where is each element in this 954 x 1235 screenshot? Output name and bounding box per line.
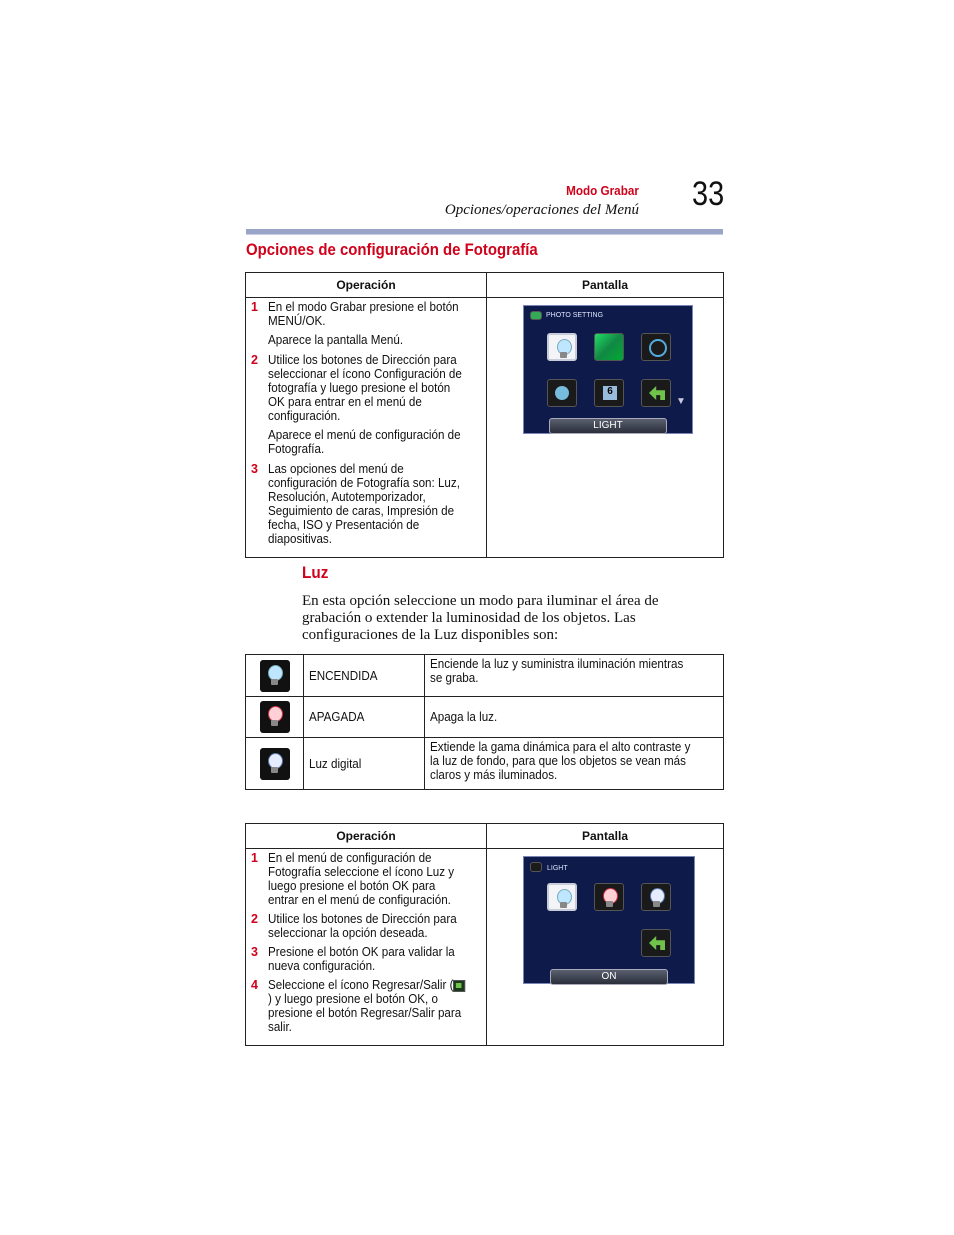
- section-heading: Opciones de configuración de Fotografía: [246, 240, 538, 259]
- running-header-subsection: Opciones/operaciones del Menú: [444, 202, 639, 218]
- screen-cell: [487, 298, 724, 558]
- light-options-table: [245, 654, 724, 790]
- step-item: [251, 851, 482, 907]
- digital-light-option-icon: [641, 883, 671, 911]
- face-tracking-icon: [547, 379, 577, 407]
- page-number: 33: [692, 175, 725, 213]
- column-header-operation: Operación: [246, 824, 487, 849]
- selected-option-bar: ON: [550, 969, 668, 985]
- step-number: 3: [251, 945, 258, 959]
- light-off-option-icon: [594, 883, 624, 911]
- step-number: 3: [251, 462, 258, 476]
- light-setting-screen: [523, 856, 695, 984]
- light-on-icon: [260, 660, 290, 692]
- iso-number: 6: [603, 386, 617, 400]
- light-on-option-icon: [547, 883, 577, 911]
- option-description: Enciende la luz y suministra iluminación mientras se graba.: [425, 655, 724, 697]
- light-off-icon: [260, 701, 290, 733]
- step-item: [251, 300, 482, 328]
- luz-heading: Luz: [302, 563, 329, 582]
- step-item: [251, 462, 482, 546]
- return-icon: [641, 379, 671, 407]
- selected-option-bar: LIGHT: [549, 418, 667, 434]
- step-number: 4: [251, 978, 258, 992]
- digital-light-icon: [260, 748, 290, 780]
- icon-cell: [246, 697, 304, 738]
- step-note: Aparece la pantalla Menú.: [268, 333, 404, 347]
- icon-cell: [246, 738, 304, 790]
- step-text: Seleccione el ícono Regresar/Salir () y luego presione el botón OK, o presione el botón Regresar/Salir para salir.: [268, 978, 467, 1034]
- column-header-screen: Pantalla: [487, 824, 724, 849]
- step-text: Las opciones del menú de configuración de Fotografía son: Luz, Resolución, Autotemporizador, Seguimiento de caras, Impresión de fecha, ISO y Presentación de diapositivas.: [268, 462, 460, 546]
- step-text: En el modo Grabar presione el botón MENÚ/OK.: [268, 300, 459, 328]
- table-row: [246, 697, 724, 738]
- option-name: Luz digital: [304, 738, 425, 790]
- light-icon: [547, 333, 577, 361]
- table-row: [246, 738, 724, 790]
- option-name: APAGADA: [304, 697, 425, 738]
- light-settings-table: [245, 823, 724, 1046]
- step-number: 2: [251, 912, 258, 926]
- step-text: Utilice los botones de Dirección para seleccionar la opción deseada.: [268, 912, 457, 940]
- operation-steps: [246, 849, 487, 1046]
- step-text: Presione el botón OK para validar la nueva configuración.: [268, 945, 455, 973]
- screen-title: PHOTO SETTING: [546, 312, 604, 319]
- table-row: [246, 655, 724, 697]
- option-description: Apaga la luz.: [425, 697, 724, 738]
- icon-cell: [246, 655, 304, 697]
- column-header-screen: Pantalla: [487, 273, 724, 298]
- step-item: [251, 353, 482, 423]
- return-inline-icon: [453, 980, 465, 992]
- photo-settings-table: [245, 272, 724, 558]
- screen-cell: [487, 849, 724, 1046]
- step-text: Utilice los botones de Dirección para seleccionar el ícono Configuración de fotografía y luego presione el botón OK para entrar en el menú de configuración.: [268, 353, 462, 423]
- column-header-operation: Operación: [246, 273, 487, 298]
- screen-title: LIGHT: [547, 865, 568, 872]
- step-item: [251, 945, 482, 973]
- iso-icon: [594, 379, 624, 407]
- return-icon: [641, 929, 671, 957]
- step-item: [251, 978, 482, 1034]
- light-mode-icon: [530, 862, 542, 872]
- step-number: 1: [251, 300, 258, 314]
- luz-intro-paragraph: En esta opción seleccione un modo para iluminar el área de grabación o extender la luminosidad de los objetos. Las configuraciones de la Luz disponibles son:: [302, 593, 659, 643]
- resolution-icon: [594, 333, 624, 361]
- more-arrow-icon: ▼: [676, 396, 686, 407]
- step-note: Aparece el menú de configuración de Fotografía.: [268, 428, 461, 456]
- self-timer-icon: [641, 333, 671, 361]
- option-description: Extiende la gama dinámica para el alto contraste y la luz de fondo, para que los objetos se vean más claros y más iluminados.: [425, 738, 724, 790]
- step-number: 2: [251, 353, 258, 367]
- photo-setting-screen: [523, 305, 693, 434]
- header-rule-light: [246, 234, 723, 235]
- step-item: [251, 912, 482, 940]
- operation-steps: [246, 298, 487, 558]
- step-text: En el menú de configuración de Fotografía seleccione el ícono Luz y luego presione el botón OK para entrar en el menú de configuración.: [268, 851, 455, 907]
- running-header-section: Modo Grabar: [566, 183, 639, 198]
- camera-mode-icon: [530, 311, 542, 320]
- option-name: ENCENDIDA: [304, 655, 425, 697]
- step-number: 1: [251, 851, 258, 865]
